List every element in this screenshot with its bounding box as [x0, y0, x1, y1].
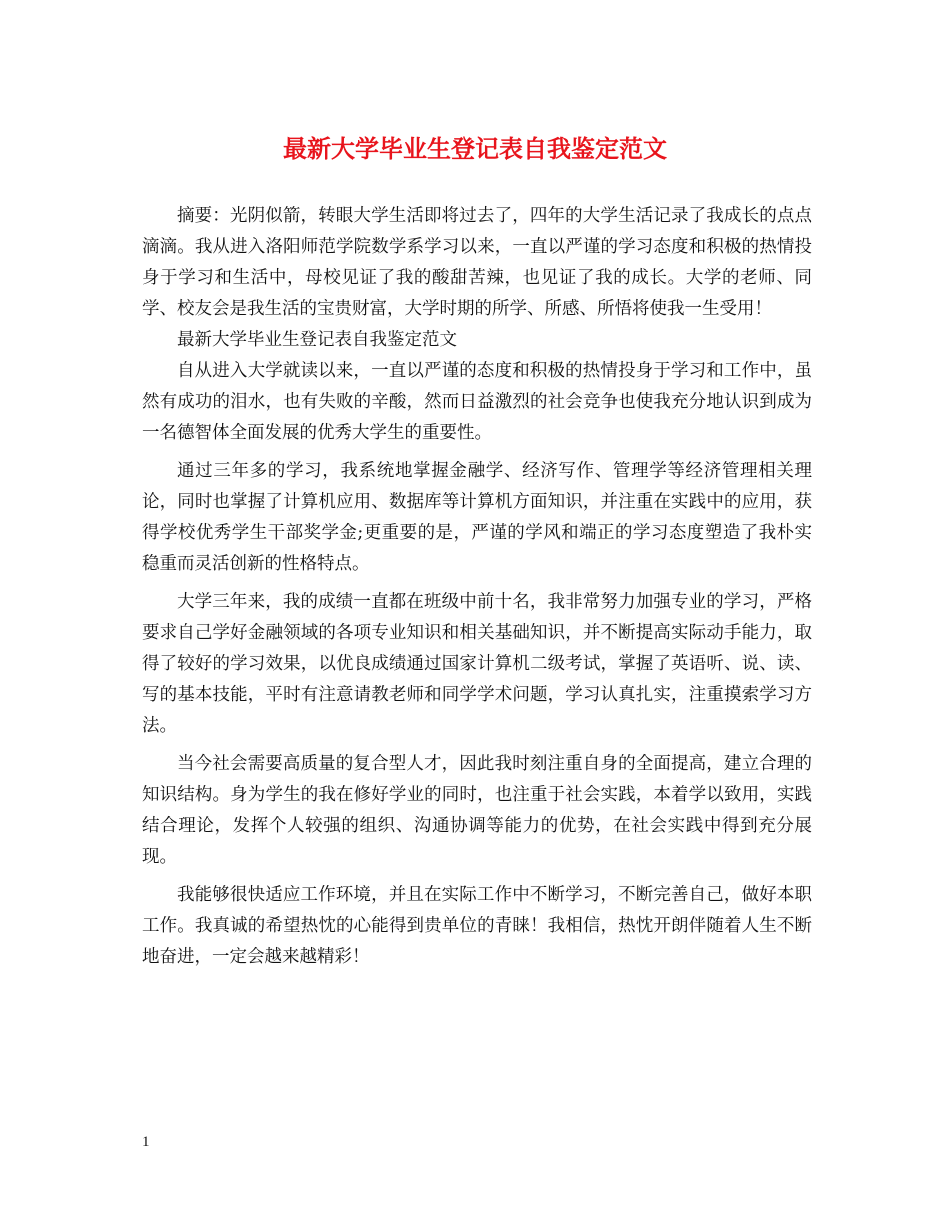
body-paragraph: 通过三年多的学习，我系统地掌握金融学、经济写作、管理学等经济管理相关理论，同时也掌握了计算机应用、数据库等计算机方面知识，并注重在实践中的应用，获得学校优秀学生干部奖学金;更重要的是，严谨的学风和端正的学习态度塑造了我朴实稳重而灵活创新的性格特点。 [142, 461, 812, 574]
body-paragraph: 我能够很快适应工作环境，并且在实际工作中不断学习，不断完善自己，做好本职工作。我真诚的希望热忱的心能得到贵单位的青睐！我相信，热忱开朗伴随着人生不断地奋进，一定会越来越精彩！ [142, 885, 812, 967]
body-paragraph: 当今社会需要高质量的复合型人才，因此我时刻注重自身的全面提高，建立合理的知识结构。身为学生的我在修好学业的同时，也注重于社会实践，本着学以致用，实践结合理论，发挥个人较强的组织、沟通协调等能力的优势，在社会实践中得到充分展现。 [142, 754, 812, 867]
body-paragraph: 大学三年来，我的成绩一直都在班级中前十名，我非常努力加强专业的学习，严格要求自己学好金融领域的各项专业知识和相关基础知识，并不断提高实际动手能力，取得了较好的学习效果，以优良成绩通过国家计算机二级考试，掌握了英语听、说、读、写的基本技能，平时有注意请教老师和同学学术问题，学习认真扎实，注重摸索学习方法。 [142, 592, 812, 736]
document-title: 最新大学毕业生登记表自我鉴定范文 [283, 134, 667, 163]
body-paragraph: 自从进入大学就读以来，一直以严谨的态度和积极的热情投身于学习和工作中，虽然有成功的泪水，也有失败的辛酸，然而日益激烈的社会竞争也使我充分地认识到成为一名德智体全面发展的优秀大学生的重要性。 [142, 361, 812, 443]
abstract-paragraph: 摘要：光阴似箭，转眼大学生活即将过去了，四年的大学生活记录了我成长的点点滴滴。我从进入洛阳师范学院数学系学习以来，一直以严谨的学习态度和积极的热情投身于学习和生活中，母校见证了我的酸甜苦辣，也见证了我的成长。大学的老师、同学、校友会是我生活的宝贵财富，大学时期的所学、所感、所悟将使我一生受用！ [142, 206, 812, 319]
subtitle-paragraph: 最新大学毕业生登记表自我鉴定范文 [177, 330, 457, 350]
page-number: 1 [142, 1134, 150, 1150]
document-body [142, 201, 812, 973]
